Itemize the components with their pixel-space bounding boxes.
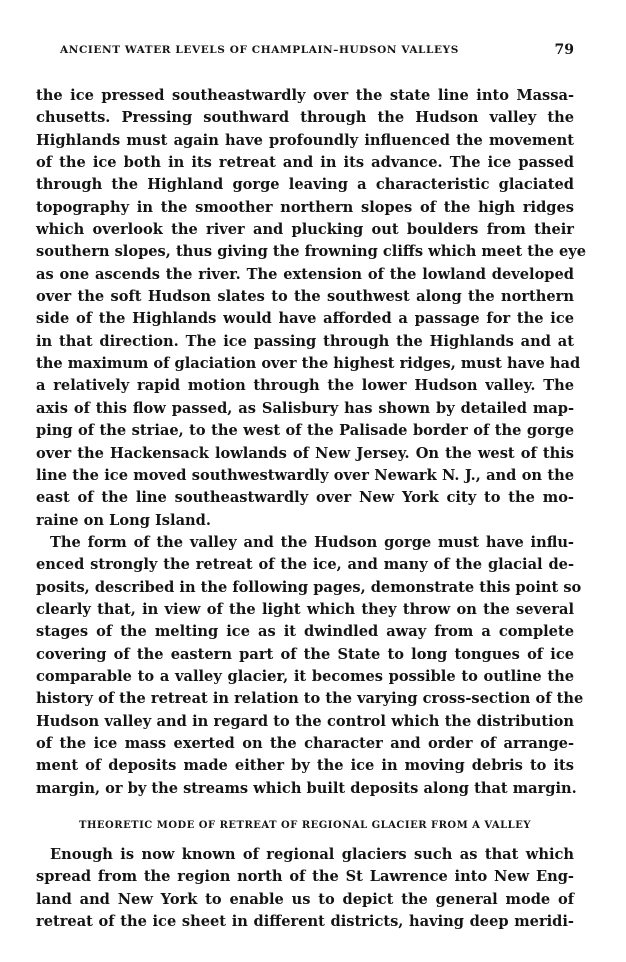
text-line: southern slopes, thus giving the frowning cliffs which meet the eye xyxy=(36,243,587,261)
text-line: The form of the valley and the Hudson gorge must have influ- xyxy=(50,533,574,551)
text-line: through the Highland gorge leaving a characteristic glaciated xyxy=(36,176,574,194)
text-line: raine on Long Island. xyxy=(36,511,211,529)
text-line: over the soft Hudson slates to the southwest along the northern xyxy=(36,288,574,306)
text-line: posits, described in the following pages, demonstrate this point so xyxy=(36,578,582,596)
text-line: side of the Highlands would have afforded a passage for the ice xyxy=(36,310,574,328)
text-line: as one ascends the river. The extension of the lowland developed xyxy=(36,265,574,283)
text-line: covering of the eastern part of the State to long tongues of ice xyxy=(36,645,574,663)
text-line: the ice pressed southeastwardly over the state line into Massa- xyxy=(36,87,574,104)
text-line: clearly that, in view of the light which they throw on the several xyxy=(36,600,574,618)
text-line: ment of deposits made either by the ice in moving debris to its xyxy=(36,757,574,775)
text-line: of the ice both in its retreat and in its advance. The ice passed xyxy=(36,154,574,172)
text-line: stages of the melting ice as it dwindled away from a complete xyxy=(36,623,574,641)
text-line: land and New York to enable us to depict the general mode of xyxy=(36,890,574,908)
body-text xyxy=(36,85,587,800)
text-line: chusetts. Pressing southward through the Hudson valley the xyxy=(36,109,574,127)
body-text-continued xyxy=(36,844,574,933)
text-line: margin, or by the streams which built deposits along that margin. xyxy=(36,779,577,797)
running-head-title: ANCIENT WATER LEVELS OF CHAMPLAIN–HUDSON VALLEYS xyxy=(60,44,459,56)
text-line: line the ice moved southwestwardly over Newark N. J., and on the xyxy=(36,466,574,484)
text-line: the maximum of glaciation over the highest ridges, must have had xyxy=(36,355,581,373)
text-line: Enough is now known of regional glaciers such as that which xyxy=(50,846,574,863)
section-heading: THEORETIC MODE OF RETREAT OF REGIONAL GLACIER FROM A VALLEY xyxy=(79,820,531,831)
text-line: Hudson valley and in regard to the control which the distribution xyxy=(36,712,574,730)
text-line: spread from the region north of the St Lawrence into New Eng- xyxy=(36,868,574,886)
text-line: Highlands must again have profoundly influenced the movement xyxy=(36,131,574,149)
page-number: 79 xyxy=(554,42,574,58)
text-line: over the Hackensack lowlands of New Jersey. On the west of this xyxy=(36,444,574,462)
text-line: enced strongly the retreat of the ice, and many of the glacial de- xyxy=(36,556,574,574)
text-line: a relatively rapid motion through the lower Hudson valley. The xyxy=(36,377,574,395)
text-line: ping of the striae, to the west of the Palisade border of the gorge xyxy=(36,422,574,440)
text-line: comparable to a valley glacier, it becomes possible to outline the xyxy=(36,667,574,685)
text-line: retreat of the ice sheet in different districts, having deep meridi- xyxy=(36,913,574,931)
running-head xyxy=(60,42,574,60)
text-line: topography in the smoother northern slopes of the high ridges xyxy=(36,198,574,216)
text-line: in that direction. The ice passing through the Highlands and at xyxy=(36,332,574,350)
text-line: of the ice mass exerted on the character and order of arrange- xyxy=(36,734,574,752)
text-line: which overlook the river and plucking out boulders from their xyxy=(36,221,574,239)
text-line: history of the retreat in relation to the varying cross-section of the xyxy=(36,690,584,708)
text-line: east of the line southeastwardly over New York city to the mo- xyxy=(36,489,574,507)
text-line: axis of this flow passed, as Salisbury has shown by detailed map- xyxy=(36,399,574,417)
